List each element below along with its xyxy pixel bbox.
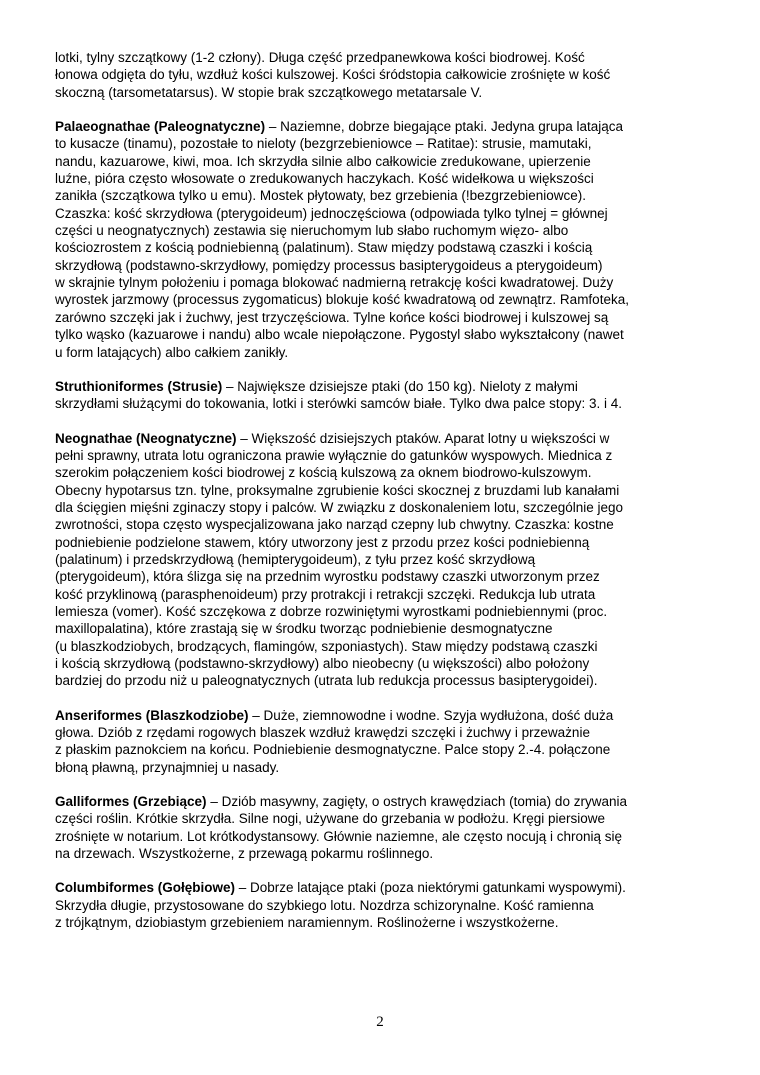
text-line: nandu, kazuarowe, kiwi, moa. Ich skrzydła silnie albo całkowicie zredukowane, upierzenie (55, 153, 591, 169)
text-line: lotki, tylny szczątkowy (1-2 człony). Długa część przedpanewkowa kości biodrowej. Kość (55, 50, 585, 65)
text-line: Czaszka: kość skrzydłowa (pterygoideum) jednoczęściowa (odpowiada tylko tylnej = głównej (55, 205, 608, 221)
text-line: (palatinum) i przedskrzydłową (hemipterygoideum), z tyłu przez kość skrzydłową (55, 551, 536, 567)
paragraph-struthioniformes (55, 378, 715, 413)
paragraph-anseriformes (55, 707, 715, 776)
text-line: zarówno szczęki jak i żuchwy, jest trzyczęściowa. Tylne końce kości biodrowej i kulszowej są (55, 309, 609, 325)
section-label: Anseriformes (Blaszkodziobe) (55, 707, 249, 723)
paragraph-palaeognathae (55, 118, 715, 361)
text-line (55, 707, 715, 724)
text-line: szerokim połączeniem kości biodrowej z kością kulszową za oknem biodrowo-kulszowym. (55, 465, 592, 481)
section-label: Neognathae (Neognatyczne) (55, 430, 237, 446)
text-line: zanikła (szczątkowa tylko u emu). Mostek płytowaty, bez grzebienia (!bezgrzebieniowce). (55, 188, 586, 204)
text-line: łonowa odgięta do tyłu, wzdłuż kości kulszowej. Kości śródstopia całkowicie zrośnięte w kość (55, 67, 611, 83)
text-line: pełni sprawny, utrata lotu ograniczona prawie wyłącznie do gatunków wyspowych. Miednica z (55, 447, 613, 463)
text-line: skrzydłową (podstawno-skrzydłowy, pomiędzy processus basipterygoideus a pterygoideum) (55, 257, 603, 273)
text-run: – Największe dzisiejsze ptaki (do 150 kg). Nieloty z małymi (222, 378, 578, 394)
text-line (55, 430, 715, 447)
text-line: w skrajnie tylnym położeniu i pomaga blokować nadmierną retrakcję kości kwadratowej. Duży (55, 275, 614, 291)
section-label: Columbiformes (Gołębiowe) (55, 880, 236, 896)
text-line: maxillopalatina), które zrastają się w środku tworząc podniebienie desmognatyczne (55, 621, 553, 637)
page-number: 2 (376, 1014, 384, 1030)
text-line: zrośnięte w notarium. Lot krótkodystansowy. Głównie naziemne, ale często nocują i chronią się (55, 828, 623, 844)
text-line: podniebienie podzielone stawem, który utworzony jest z przodu przez kości podniebienną (55, 534, 590, 550)
text-line: części roślin. Krótkie skrzydła. Silne nogi, używane do grzebania w podłożu. Kręgi piersiowe (55, 811, 606, 827)
text-line: luźne, pióra często włosowate o zredukowanych haczykach. Kość widełkowa u większości (55, 171, 594, 187)
text-run: – Dziób masywny, zagięty, o ostrych krawędziach (tomia) do zrywania (206, 794, 627, 810)
text-line: zwrotności, stopa często wyspecjalizowana jako narząd czepny lub chwytny. Czaszka: kostne (55, 517, 614, 533)
paragraph-neognathae (55, 430, 715, 690)
text-line: u form latających) albo całkiem zanikły. (55, 344, 289, 360)
section-label: Palaeognathae (Paleognatyczne) (55, 119, 266, 135)
text-line: kość przyklinową (parasphenoideum) przy protrakcji i retrakcji szczęki. Redukcja lub utrata (55, 586, 596, 602)
paragraph-continuation (55, 49, 715, 101)
text-line: skoczną (tarsometatarsus). W stopie brak szczątkowego metatarsale V. (55, 84, 483, 100)
text-line: Skrzydła długie, przystosowane do szybkiego lotu. Nozdrza schizorynalne. Kość ramienna (55, 897, 594, 913)
text-line: wyrostek jarzmowy (processus zygomaticus) blokuje kość kwadratową od zewnątrz. Ramfoteka, (55, 292, 629, 308)
paragraph-galliformes (55, 793, 715, 862)
text-line (55, 879, 715, 896)
text-line (55, 793, 715, 810)
section-label: Galliformes (Grzebiące) (55, 794, 207, 810)
paragraph-columbiformes (55, 879, 715, 931)
text-line: błoną pławną, przynajmniej u nasady. (55, 759, 280, 775)
text-line: i kością skrzydłową (podstawno-skrzydłowy) albo nieobecny (u większości) albo położony (55, 656, 590, 671)
text-line: (u blaszkodziobych, brodzących, flamingów, szponiastych). Staw między podstawą czaszki (55, 638, 598, 654)
text-line: skrzydłami służącymi do tokowania, lotki i sterówki samców białe. Tylko dwa palce stopy: 3. i 4. (55, 396, 622, 412)
text-line: z trójkątnym, dziobiastym grzebieniem naramiennym. Roślinożerne i wszystkożerne. (55, 915, 559, 931)
text-line: z płaskim paznokciem na końcu. Podniebienie desmognatyczne. Palce stopy 2.-4. połączone (55, 742, 611, 758)
text-line: tylko wąsko (kazuarowe i nandu) albo wcale niepołączone. Pygostyl słabo wykształcony (nawet (55, 327, 624, 343)
text-run: – Naziemne, dobrze biegające ptaki. Jedyna grupa latająca (265, 119, 624, 135)
text-line: na drzewach. Wszystkożerne, z przewagą pokarmu roślinnego. (55, 846, 434, 862)
document-body (55, 49, 715, 948)
text-line: kościozrostem z kością podniebienną (palatinum). Staw między podstawą czaszki i kością (55, 240, 593, 256)
text-line: bardziej do przodu niż u paleognatycznych (utrata lub redukcja processus basipterygoidei). (55, 673, 598, 689)
text-run: – Duże, ziemnowodne i wodne. Szyja wydłużona, dość duża (248, 707, 614, 723)
text-line: (pterygoideum), która ślizga się na przednim wyrostku podstawy czaszki utworzonym przez (55, 569, 600, 585)
text-line: części u neognatycznych) zestawia się nieruchomym lub słabo ruchomym więzo- albo (55, 223, 569, 239)
text-line: głowa. Dziób z rzędami rogowych blaszek wzdłuż krawędzi szczęki i żuchwy i przeważnie (55, 725, 590, 741)
text-run: – Większość dzisiejszych ptaków. Aparat lotny u większości w (236, 430, 610, 446)
text-line: to kusacze (tinamu), pozostałe to nieloty (bezgrzebieniowce – Ratitae): strusie, mamutaki, (55, 136, 592, 152)
section-label: Struthioniformes (Strusie) (55, 378, 223, 394)
text-line (55, 118, 715, 135)
text-run: – Dobrze latające ptaki (poza niektórymi gatunkami wyspowymi). (235, 880, 626, 896)
text-line: lemiesza (vomer). Kość szczękowa z dobrze rozwiniętymi wyrostkami podniebiennymi (proc. (55, 603, 608, 619)
text-line: dla ścięgien mięśni zginaczy stopy i palców. W związku z doskonaleniem lotu, szczególnie jego (55, 499, 624, 515)
text-line (55, 378, 715, 395)
text-line: Obecny hypotarsus tzn. tylne, proksymalne zgrubienie kości skocznej z bruzdami lub kanałami (55, 482, 620, 498)
